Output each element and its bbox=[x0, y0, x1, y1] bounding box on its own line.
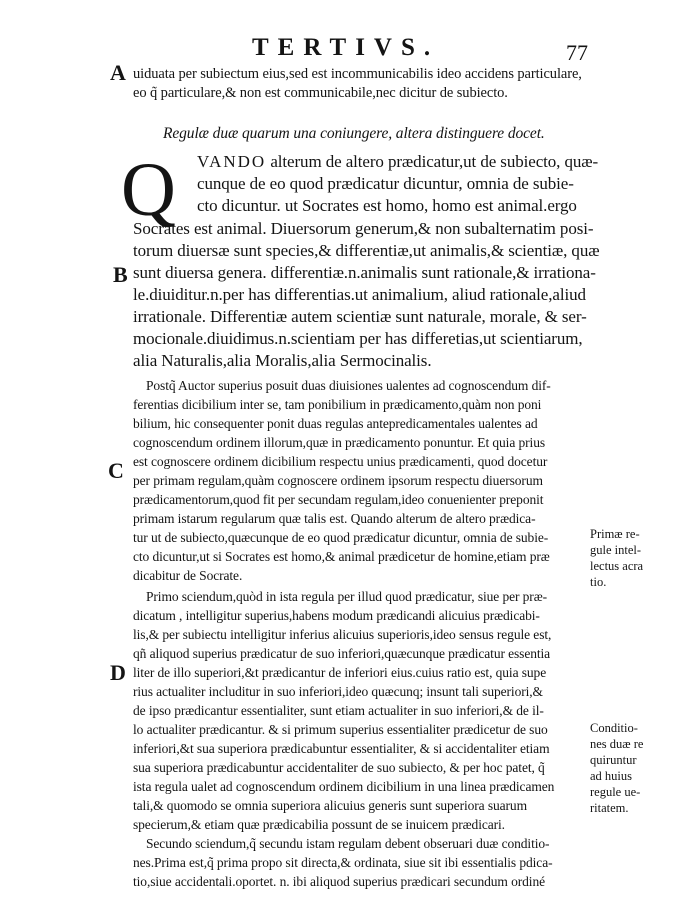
commentary-line: dicatum , intelligitur superius,habens modum prædicandi alicuius prædicabi- bbox=[133, 608, 540, 623]
page-number: 77 bbox=[566, 40, 588, 65]
rule-text-line: irrationale. Differentiæ autem scientiæ sunt naturale, morale, & ser- bbox=[133, 307, 587, 326]
rule-text-line: Socrates est animal. Diuersorum generum,& non subalternatim posi- bbox=[133, 219, 594, 238]
running-title: TERTIVS. bbox=[252, 34, 440, 61]
commentary-line: tio,siue accidentali.oportet. n. ibi aliquod superius prædicari secundum ordiné bbox=[133, 874, 545, 889]
commentary-line: nes.Prima est,q̃ prima propo sit directa,& ordinata, siue sit ibi essentialis pdica- bbox=[133, 855, 553, 870]
commentary-line: rius actualiter includitur in suo inferiori,ideo quæcunq; insunt tali superiori,& bbox=[133, 684, 543, 699]
margin-note-2-line: quiruntur bbox=[590, 753, 637, 767]
margin-note-1-line: Primæ re- bbox=[590, 527, 640, 541]
commentary-line: primam istarum regularum quæ talis est. Quando alterum de altero prædica- bbox=[133, 511, 536, 526]
margin-note-2-line: regule ue- bbox=[590, 785, 641, 799]
commentary-line: lis,& per subiectu intelligitur inferius alicuius superioris,ideo sensus regule est, bbox=[133, 627, 552, 642]
commentary-line: inferiori,&t sua superiora prædicabuntur essentialiter, & si accidentaliter etiam bbox=[133, 741, 550, 756]
commentary-line: est cognoscere ordinem dicibilium respectu unius prædicamenti, quod docetur bbox=[133, 454, 548, 469]
margin-note-1-line: tio. bbox=[590, 575, 607, 589]
margin-note-1-line: lectus acra bbox=[590, 559, 644, 573]
section-marker-a: A bbox=[110, 60, 126, 85]
commentary-line: Postq̃ Auctor superius posuit duas diuisiones ualentes ad cognoscendum dif- bbox=[146, 378, 551, 393]
top-paragraph-line: uiduata per subiectum eius,sed est incommunicabilis ideo accidens particulare, bbox=[133, 66, 582, 82]
commentary-line: liter de illo superiori,&t prædicantur de inferiori eius.cuius ratio est, quia supe bbox=[133, 665, 547, 680]
commentary-line: bilium, hic consequenter ponit duas regulas antepredicamentales ualentes ad bbox=[133, 416, 538, 431]
top-paragraph-line: eo q̃ particulare,& non est communicabile,nec dicitur de subiecto. bbox=[133, 85, 508, 101]
margin-note-2-line: ad huius bbox=[590, 769, 633, 783]
commentary-line: sua superiora prædicabuntur accidentaliter de suo subiecto, & per hoc patet, q̃ bbox=[133, 760, 545, 775]
commentary-line: prædicamentorum,quod fit per secundam regulam,ideo conuenienter preponit bbox=[133, 492, 544, 507]
commentary-line: Primo sciendum,quòd in ista regula per illud quod prædicatur, siue per præ- bbox=[146, 589, 548, 604]
commentary-line: Secundo sciendum,q̃ secundu istam regulam debent obseruari duæ conditio- bbox=[146, 836, 550, 851]
section-marker-d: D bbox=[110, 660, 126, 685]
rule-text-line: cunque de eo quod prædicatur dicuntur, omnia de subie- bbox=[197, 174, 574, 193]
rule-text-line: alia Naturalis,alia Moralis,alia Sermocinalis. bbox=[133, 351, 432, 370]
commentary-line: cognoscendum ordinem illorum,quæ in prædicamento ponuntur. Et quia prius bbox=[133, 435, 545, 450]
commentary-line: per primam regulam,quàm cognoscere ordinem ipsorum respectu diuersorum bbox=[133, 473, 543, 488]
rule-text-fragment: alterum de altero prædicatur,ut de subiecto, quæ- bbox=[270, 152, 599, 171]
margin-note-1-line: gule intel- bbox=[590, 543, 642, 557]
commentary-line: tur ut de subiecto,quæcunque de eo quod prædicatur dicuntur, omnia de subie- bbox=[133, 530, 549, 545]
section-heading: Regulæ duæ quarum una coniungere, altera distinguere docet. bbox=[163, 125, 545, 142]
commentary-line: specierum,& etiam quæ prædicabilia possunt de se inuicem prædicari. bbox=[133, 817, 505, 832]
commentary-line: de ipso prædicantur essentialiter, sunt etiam actualiter in suo inferiori,& de il- bbox=[133, 703, 544, 718]
commentary-line: ferentias dicibilium inter se, tam ponibilium in prædicamento,quàm non poni bbox=[133, 397, 542, 412]
rule-text-line: sunt diuersa genera. differentiæ.n.animalis sunt rationale,& irrationa- bbox=[133, 263, 596, 282]
margin-note-2-line: ritatem. bbox=[590, 801, 629, 815]
margin-note-2-line: nes duæ re bbox=[590, 737, 644, 751]
commentary-line: ista regula ualet ad cognoscendum ordinem dicibilium in una linea prædicamen bbox=[133, 779, 555, 794]
rule-text-line: mocionale.diuidimus.n.scientiam per has differetias,ut scientiarum, bbox=[133, 329, 583, 348]
drop-cap: Q bbox=[121, 148, 176, 232]
rule-text-line: le.diuiditur.n.per has differentias.ut animalium, aliud rationale,aliud bbox=[133, 285, 586, 304]
commentary-line: dicabitur de Socrate. bbox=[133, 568, 243, 583]
commentary-line: cto dicuntur,ut si Socrates est homo,& animal prædicetur de homine,etiam præ bbox=[133, 549, 550, 564]
rule-text-line bbox=[197, 152, 598, 172]
commentary-line: tali,& quomodo se omnia superiora alicuius generis sunt superiora suarum bbox=[133, 798, 527, 813]
rule-text-line: cto dicuntur. ut Socrates est homo, homo est animal.ergo bbox=[197, 196, 577, 215]
section-marker-c: C bbox=[108, 458, 124, 483]
commentary-line: qñ aliquod superius prædicatur de suo inferiori,quæcunque prædicatur essentia bbox=[133, 646, 551, 661]
rule-first-word: VANDO bbox=[197, 152, 267, 171]
commentary-line: lo actualiter prædicantur. & si primum superius essentialiter prædicetur de suo bbox=[133, 722, 548, 737]
rule-text-line: torum diuersæ sunt species,& differentiæ,ut animalis,& scientiæ, quæ bbox=[133, 241, 600, 260]
section-marker-b: B bbox=[113, 262, 128, 287]
margin-note-2-line: Conditio- bbox=[590, 721, 638, 735]
